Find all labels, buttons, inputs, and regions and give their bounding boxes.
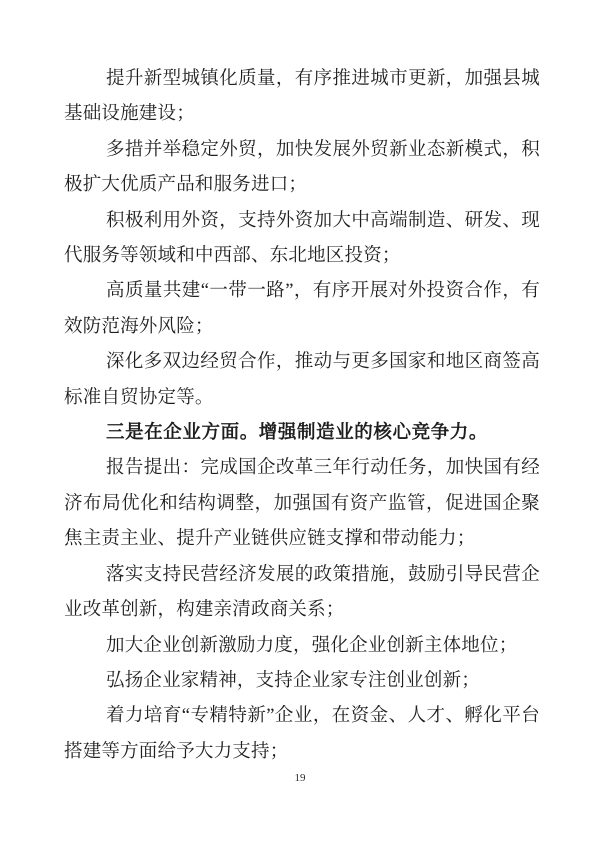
paragraph-entrepreneurship: 弘扬企业家精神，支持企业家专注创业创新； (106, 670, 481, 691)
paragraph-foreign-investment: 积极利用外资，支持外资加大中高端制造、研发、现代服务等领域和中西部、东北地区投资； (64, 210, 540, 267)
paragraph-private-economy: 落实支持民营经济发展的政策措施，鼓励引导民营企业改革创新，构建亲清政商关系； (64, 564, 540, 621)
paragraph-urbanization: 提升新型城镇化质量，有序推进城市更新，加强县城基础设施建设； (64, 69, 540, 125)
paragraph-belt-and-road: 高质量共建“一带一路”，有序开展对外投资合作，有效防范海外风险； (64, 281, 540, 337)
paragraph-soe-reform: 报告提出：完成国企改革三年行动任务，加快国有经济布局优化和结构调整，加强国有资产监管，促进国企聚焦主责主业、提升产业链供应链支撑和带动能力； (64, 458, 540, 550)
document-content (64, 62, 540, 770)
section-heading-enterprises: 三是在企业方面。增强制造业的核心竞争力。 (106, 423, 489, 444)
paragraph-sme-cultivation: 着力培育“专精特新”企业，在资金、人才、孵化平台搭建等方面给予大力支持； (64, 706, 540, 762)
paragraph-trade-cooperation: 深化多双边经贸合作，推动与更多国家和地区商签高标准自贸协定等。 (64, 352, 540, 408)
paragraph-innovation-incentives: 加大企业创新激励力度，强化企业创新主体地位； (106, 635, 518, 656)
page-number: 19 (294, 772, 306, 784)
paragraph-foreign-trade: 多措并举稳定外贸，加快发展外贸新业态新模式，积极扩大优质产品和服务进口； (64, 139, 540, 196)
